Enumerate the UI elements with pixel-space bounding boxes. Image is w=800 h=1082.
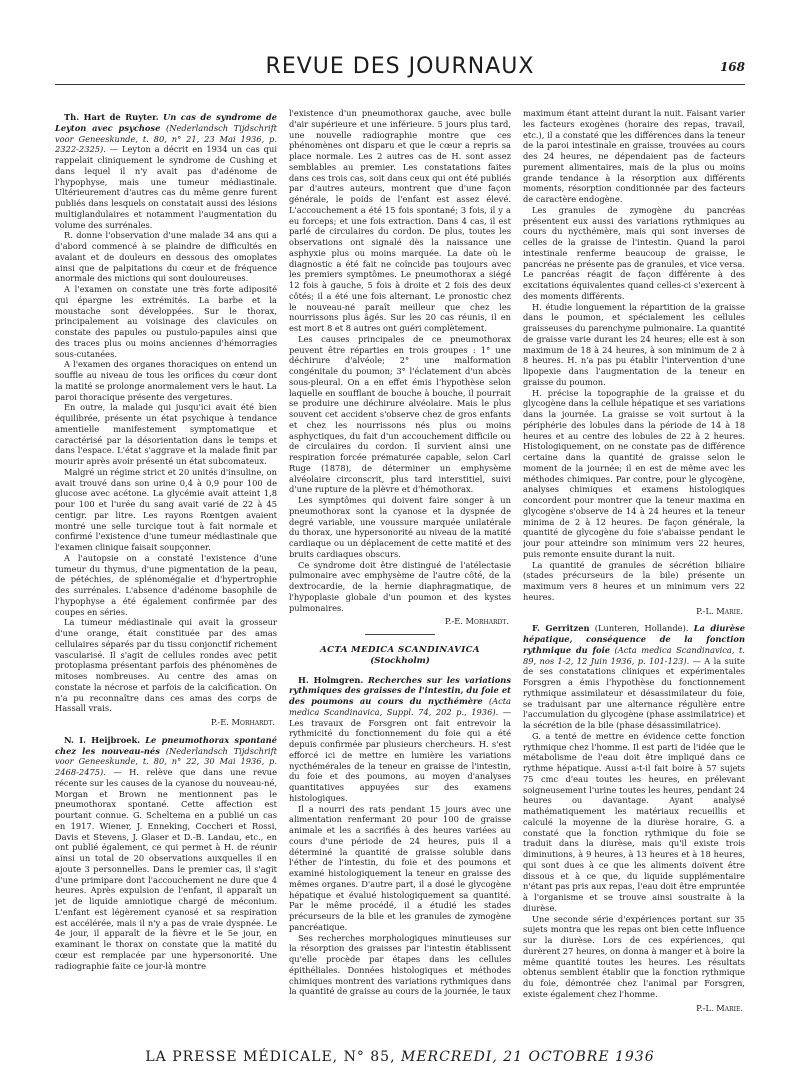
article-paragraph: Ce syndrome doit être distingué de l'atélectasie pulmonaire avec emphysème de l'autre côté, de la dextrocardie, de la hernie diaphragmatique, de l'hypoplasie globale d'un poumon et des kystes pulmonaires. — [289, 559, 511, 613]
article-author: Th. Hart de Ruyter. — [64, 112, 159, 122]
article-signature: P.-E. Morhardt. — [210, 717, 275, 727]
article-title: Le pneumothorax spontané chez les nouveau-nés — [55, 734, 277, 756]
article-paragraph: — Leyton a décrit en 1934 un cas qui rappelait cliniquement le syndrome de Cushing et dans lequel il n'y avait pas d'adénome de l'hypophyse, mais une tumeur médiastinale. Ultérieurement d'autres cas du même genre furent publiés dans lesquels on constatait aussi des lésions multiglandulaires et notamment l'augmentation du volume des surrénales. — [55, 144, 277, 230]
article-signature: P.-E. Morhardt. — [444, 616, 509, 627]
journal-section-title: REVUE DES JOURNAUX — [265, 54, 535, 79]
article-paragraph: A l'examen des organes thoraciques on entend un souffle au niveau de tous les orifices du cœur dont la matité se prolonge anormalement vers le haut. La paroi thoracique présente des vergetures. — [55, 359, 277, 402]
article-paragraph: La tumeur médiastinale qui avait la grosseur d'une orange, était constituée par des amas cellulaires séparés par du tissu conjonctif richement vascularisé. Il s'agit de cellules rondes avec petit protoplasma présentant parfois des phénomènes de mitoses nombreuses. Au centre des amas on constate la nécrose et parfois de la calcification. On n'a pu reconnaître dans ces amas des corps de Hassall vrais. — [55, 617, 277, 714]
article-signature: P.-L. Marie. — [696, 605, 743, 616]
article-paragraph: Il a nourri des rats pendant 15 jours avec une alimentation renfermant 20 pour 100 de graisse animale et les a sacrifiés à des heures variées au cours d'une période de 24 heures, puis il a déterminé la quantité de graisse soluble dans l'éther de l'intestin, du foie et des poumons et examiné histologiquement la teneur en graisse des mêmes organes. D'autre part, il a dosé le glycogène hépatique et évalué histologiquement sa quantité. Par le même procédé, il a étudié les stades précurseurs de la bile et les granules de zymogène pancréatique. — [289, 803, 511, 932]
article-paragraph: l'existence d'un pneumothorax gauche, avec bulle d'air supérieure et une inférieure. 5 jours plus tard, une nouvelle radiographie montre que ces phénomènes ont disparu et que le cœur a repris sa place normale. Les 2 autres cas de H. sont assez semblables au premier. Les constatations faites dans ces trois cas, soit dans ceux qui ont été publiés par d'autres auteurs, montrent que d'une façon générale, le poids de l'enfant est assez élevé. L'accouchement a été 15 fois spontané; 3 fois, il y a eu forceps; et une fois extraction. Dans 4 cas, il est parlé de circulaires du cordon. De plus, toutes les observations ont signalé dès la naissance une asphyxie plus ou moins marquée. La date où le diagnostic a été fait ne coïncide pas toujours avec les premiers symptômes. Le pneumothorax a siégé 12 fois à gauche, 5 fois à droite et 2 fois des deux côtés; il a été une fois alternant. Le pronostic chez le nouveau-né paraît meilleur que chez les nourrissons plus âgés. Sur les 20 cas réunis, il en est mort 8 et 8 autres ont guéri complètement. — [289, 108, 511, 333]
article-paragraph: Une seconde série d'expériences portant sur 35 sujets montra que les repas ont bien cette influence sur la diurèse. Lors de ces expériences, qui durèrent 27 heures, on donna à manger et à boire la même quantité toutes les heures. Les résultats obtenus semblent établir que la fonction rythmique du foie, démontrée chez l'animal par Forsgren, existe également chez l'homme. — [523, 913, 745, 999]
article-paragraph: En outre, la malade qui jusqu'ici avait été bien équilibrée, présente un état psychique à tendance amentielle manifestement symptomatique et caractérisé par la désorientation dans le temps et dans l'espace. L'état s'aggrave et la malade finit par mourir après avoir présenté un état subcomateux. — [55, 402, 277, 466]
article-reference: (Nederlandsch Tijdschrift voor Geneeskunde, t. 80, n° 22, 30 Mai 1936, p. 2468-2475). — [55, 745, 277, 777]
footer-date: MERCREDI, 21 OCTOBRE 1936 — [401, 1049, 655, 1065]
article-paragraph: Les granules de zymogène du pancréas présentent eux aussi des variations rythmiques au cours du nycthémère, mais qui sont inverses de celles de la graisse de l'intestin. Quand la paroi intestinale renferme beaucoup de graisse, le pancréas ne présente pas de granules, et vice versa. Le pancréas réagit de façon différente à des excitations équivalentes quand celles-ci s'exercent à des moments différents. — [523, 204, 745, 301]
article-reference: (Nederlandsch Tijdschrift voor Geneeskunde, t. 80, n° 21, 23 Mai 1936, p. 2322-2325). — [55, 122, 277, 155]
article-title: Un cas de syndrome de Leyton avec psychose — [55, 112, 277, 133]
article-heading — [523, 623, 745, 731]
column-3 — [523, 108, 745, 1028]
article-heading — [289, 675, 511, 804]
article-reference: (Acta medica Scandinavica, t. 89, nos 1-2, 12 Juin 1936, p. 101-123). — [523, 644, 745, 666]
article-paragraph: H. étudie longuement la répartition de la graisse dans le poumon, et spécialement les cellules graisseuses du parenchyme pulmonaire. La quantité de graisse varie durant les 24 heures; elle est à son maximum de 18 à 24 heures, à son minimum de 2 à 8 heures. H. n'a pas pu établir l'intervention d'une lipopexie dans l'augmentation de la teneur en graisse du poumon. — [523, 301, 745, 387]
article-paragraph: A l'autopsie on a constaté l'existence d'une tumeur du thymus, d'une pigmentation de la peau, de pétéchies, de splénomégalie et d'hypertrophie des surrénales. L'absence d'adénome basophile de l'hypophyse a été également confirmée par des coupes en séries. — [55, 552, 277, 617]
article-paragraph: A l'examen on constate une très forte adiposité qui épargne les extrémités. La barbe et la moustache sont développées. Sur le thorax, principalement au voisinage des clavicules on constate des papules ou pustulo-papules ainsi que des traces plus ou moins anciennes d'hémorragies sous-cutanées. — [55, 284, 277, 359]
section-divider — [365, 634, 435, 635]
article-author: H. Holmgren. — [298, 674, 364, 685]
article-paragraph: G. a tenté de mettre en évidence cette fonction rythmique chez l'homme. Il est parti de l'idée que le métabolisme de l'eau doit être impliqué dans ce rythme hépatique. Aussi a-t-il fait boire à 57 sujets 75 cmc d'eau toutes les heures, en prélevant soigneusement l'urine toutes les heures, pendant 24 heures ou davantage. Ayant analysé mathématiquement les matériaux recueillis et calculé la moyenne de la diurèse horaire, G. a constaté que la fonction rythmique du foie se traduit dans la diurèse, mais qu'il existe trois diminutions, à 9 heures, à 13 heures et à 18 heures, qui sont dues à ce que les aliments doivent être dissous et à ce que, du liquide supplémentaire n'étant pas pris aux repas, l'eau doit être empruntée à l'organisme et se trouve ainsi soustraite à la diurèse. — [523, 730, 745, 913]
article-title: La diurèse hépatique, conséquence de la fonction rythmique du foie — [523, 623, 745, 655]
page-footer — [55, 1049, 745, 1065]
footer-journal: LA PRESSE MÉDICALE, N° 85, — [145, 1049, 396, 1065]
article-paragraph: — A la suite de ses constatations cliniques et expérimentales Forsgren a émis l'hypothèse du fonctionnement rythmique assimilateur et désassimilateur du foie, se traduisant par une alternance régulière entre l'accumulation du glycogène (phase assimilatrice) et la sécrétion de la bile (phase désassimilatrice). — [523, 655, 745, 730]
article-reference: (Acta medica Scandinavica, Suppl. 74, 202 p., 1936). — [289, 696, 511, 717]
article-heading — [55, 112, 277, 230]
article-paragraph: Malgré un régime strict et 20 unités d'insuline, on avait trouvé dans son urine 0,4 à 0,9 pour 100 de glucose avec acétone. La glycémie avait atteint 1,8 pour 100 et l'urée du sang avait varié de 22 à 45 centigr. par litre. Les rayons Rœntgen avaient montré une selle turcique tout à fait normale et confirmé l'existence d'une tumeur médiastinale que l'examen clinique faisait soupçonner. — [55, 466, 277, 552]
article-author: F. Gerritzen — [532, 623, 590, 634]
page-header — [55, 50, 745, 85]
column-1 — [55, 108, 277, 1028]
article-title: Recherches sur les variations rythmiques des graisses de l'intestin, du foie et des poumons au cours du nycthémère — [289, 674, 511, 706]
article-paragraph: — Les travaux de Forsgren ont fait entrevoir la rythmicité du fonctionnement du foie qui a été depuis confirmée par plusieurs chercheurs. H. s'est efforcé ici de mettre en lumière les variations nycthémérales de la teneur en graisse de l'intestin, du foie et des poumons, au moyen d'analyses quantitatives appuyées sur des examens histologiques. — [289, 706, 511, 803]
article-paragraph: Les causes principales de ce pneumothorax peuvent être réparties en trois groupes : 1° une déchirure d'alvéole; 2° une malformation congénitale du poumon; 3° l'éclatement d'un abcès sous-pleural. On a en effet émis l'hypothèse selon laquelle en soufflant de bouche à bouche, il pourrait se produire une déchirure alvéolaire. Mais le plus souvent cet accident s'observe chez de gros enfants et chez les nourrissons nés plus ou moins asphyctiques, du fait d'un accouchement difficile ou de circulaires du cordon. Il survient ainsi une respiration forcée prématurée capable, selon Carl Ruge (1878), de déterminer un emphysème alvéolaire circonscrit, plus tard interstitiel, suivi d'une rupture de la plèvre et d'hémothorax. — [289, 333, 511, 495]
article-paragraph: R. donne l'observation d'une malade 34 ans qui a d'abord commencé à se plaindre de difficultés en avalant et de douleurs en dessous des omoplates ainsi que de palpitations du cœur et de fréquence anormale des mictions qui sont douloureuses. — [55, 230, 277, 284]
page-number: 168 — [719, 60, 745, 74]
section-heading: ACTA MEDICA SCANDINAVICA — [320, 645, 480, 655]
article-paragraph: maximum étant atteint durant la nuit. Faisant varier les facteurs exogènes (horaire des repas, travail, etc.), il a constaté que les différences dans la teneur de la paroi intestinale en graisse, trouvées au cours des 24 heures, ne dépendaient pas de facteurs purement alimentaires, mais de la plus ou moins grande tendance à la résorption aux différents moments, résorption conditionnée par des facteurs de caractère endogène. — [523, 108, 745, 204]
article-paragraph: — H. relève que dans une revue récente sur les causes de la cyanose du nouveau-né, Morgan et Brown ne mentionnent pas le pneumothorax spontané. Cette affection est pourtant connue. G. Scheltema en a publié un cas en 1917. Wiener, J. Enneking, Coccheri et Rossi, Davis et Stevens, J. Glaser et D.-B. Landau, etc., en ont publié également, ce qui permet à H. de réunir ainsi un total de 20 observations auxquelles il en ajoute 3 personnelles. Dans le premier cas, il s'agit d'une primipare dont l'accouchement ne dure que 4 heures. Après expulsion de l'enfant, il apparaît un jet de liquide amniotique chargé de méconium. L'enfant est légèrement cyanosé et sa respiration est accélérée, mais il n'y a pas de vraie dyspnée. Le 4e jour, il apparaît de la fièvre et le 5e jour, en examinant le thorax on constate que la matité du cœur est remplacée par une hypersonorité. Une radiographie faite ce jour-là montre — [55, 767, 277, 971]
author-location: (Lunteren, Hollande). — [594, 623, 689, 634]
article-author: N. I. Heijbroek. — [64, 734, 141, 745]
article-paragraph: Ses recherches morphologiques minutieuses sur la résorption des graisses par l'intestin établissent qu'elle procède par étapes dans les cellules épithéliales. Données histologiques et méthodes chimiques montrent des variations rythmiques dans la quantité de graisse au cours de la journée, le taux — [289, 932, 511, 997]
column-2 — [289, 108, 511, 1028]
article-paragraph: La quantité de granules de sécrétion biliaire (stades précurseurs de la bile) présente un maximum vers 8 heures et un minimum vers 22 heures. — [523, 559, 745, 602]
article-signature: P.-L. Marie. — [696, 1002, 743, 1013]
article-paragraph: H. précise la topographie de la graisse et du glycogène dans la cellule hépatique et ses variations dans la journée. La graisse se voit surtout à la périphérie des lobules dans la période de 14 à 18 heures et au centre des lobules de 22 à 2 heures. Histologiquement, on ne constate pas de différence certaine dans la quantité de graisse selon le moment de la journée; il en est de même avec les méthodes chimiques. Par contre, pour le glycogène, analyses chimiques et examens histologiques concordent pour montrer que la teneur maxima en glycogène s'observe de 14 à 24 heures et la teneur minima de 2 à 12 heures. De façon générale, la quantité de glycogène du foie s'abaisse pendant le jour pour atteindre son minimum vers 22 heures, puis remonte ensuite durant la nuit. — [523, 387, 745, 559]
article-paragraph: Les symptômes qui doivent faire songer à un pneumothorax sont la cyanose et la dyspnée de degré variable, une voussure marquée unilatérale du thorax, une hypersonorité au niveau de la matité cardiaque ou un déplacement de cette matité et des bruits cardiaques obscurs. — [289, 495, 511, 559]
section-subheading: (Stockholm) — [370, 655, 430, 666]
article-heading — [55, 735, 277, 972]
